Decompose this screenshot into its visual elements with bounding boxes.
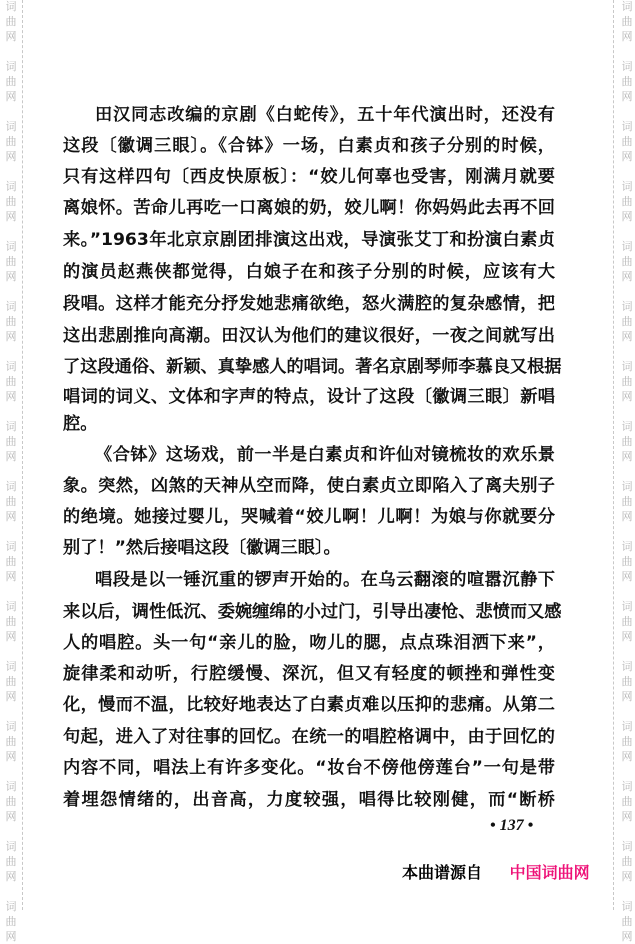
text-line: 唱段是以一锤沉重的锣声开始的。在乌云翻滚的喧嚣沉静下	[95, 570, 555, 590]
watermark-char: 网	[621, 150, 633, 163]
text-line: 来以后，调性低沉、委婉缠绵的小过门，引导出凄怆、悲愤而又感	[63, 602, 562, 622]
watermark-char: 网	[621, 510, 633, 523]
watermark-char: 词	[621, 660, 633, 673]
watermark-char: 词	[5, 600, 17, 613]
watermark-char: 网	[5, 510, 17, 523]
watermark-char: 词	[5, 0, 17, 13]
watermark-char: 网	[5, 930, 17, 943]
page-number: • 137 •	[490, 817, 534, 834]
watermark-char: 词	[621, 420, 633, 433]
watermark-char: 曲	[5, 255, 17, 268]
watermark-char: 网	[621, 330, 633, 343]
watermark-char: 词	[5, 720, 17, 733]
watermark-char: 网	[621, 210, 633, 223]
watermark-char: 曲	[621, 15, 633, 28]
watermark-char: 曲	[621, 675, 633, 688]
watermark-char: 网	[5, 30, 17, 43]
watermark-char: 网	[5, 330, 17, 343]
text-line: 这段〔徽调三眼〕。《合钵》一场，白素贞和孩子分别的时候，	[63, 136, 555, 156]
watermark-char: 网	[5, 750, 17, 763]
watermark-char: 曲	[5, 675, 17, 688]
text-line: 唱词的词义、文体和字声的特点，设计了这段〔徽调三眼〕新唱	[63, 387, 555, 407]
watermark-char: 网	[621, 750, 633, 763]
text-line: 了这段通俗、新颖、真挚感人的唱词。著名京剧琴师李慕良又根据	[63, 357, 562, 377]
watermark-char: 网	[5, 810, 17, 823]
watermark-char: 曲	[5, 855, 17, 868]
watermark-char: 曲	[5, 555, 17, 568]
left-margin-watermark	[0, 0, 23, 943]
watermark-char: 曲	[5, 375, 17, 388]
text-line: 句起，进入了对往事的回忆。在统一的唱腔格调中，由于回忆的	[63, 727, 555, 747]
text-line: 腔。	[63, 414, 98, 434]
site-name-link[interactable]: 中国词曲网	[509, 863, 590, 882]
text-line: 内容不同，唱法上有许多变化。“妆台不傍他傍莲台”一句是带	[63, 758, 555, 778]
watermark-char: 曲	[5, 195, 17, 208]
watermark-char: 曲	[621, 135, 633, 148]
watermark-char: 曲	[5, 315, 17, 328]
watermark-char: 网	[621, 270, 633, 283]
text-line: 化，慢而不温，比较好地表达了白素贞难以压抑的悲痛。从第二	[63, 695, 555, 715]
watermark-char: 网	[5, 570, 17, 583]
watermark-char: 曲	[5, 795, 17, 808]
watermark-char: 词	[5, 900, 17, 913]
watermark-char: 词	[5, 780, 17, 793]
watermark-char: 曲	[5, 15, 17, 28]
watermark-char: 词	[5, 240, 17, 253]
watermark-char: 网	[621, 810, 633, 823]
watermark-char: 词	[5, 540, 17, 553]
watermark-char: 词	[621, 900, 633, 913]
watermark-char: 词	[5, 300, 17, 313]
watermark-char: 曲	[621, 855, 633, 868]
watermark-char: 曲	[621, 195, 633, 208]
watermark-char: 词	[5, 480, 17, 493]
watermark-char: 曲	[5, 735, 17, 748]
watermark-char: 词	[5, 120, 17, 133]
watermark-char: 网	[5, 690, 17, 703]
watermark-char: 曲	[5, 75, 17, 88]
watermark-char: 词	[5, 60, 17, 73]
watermark-char: 词	[621, 840, 633, 853]
watermark-char: 网	[5, 390, 17, 403]
watermark-char: 词	[621, 300, 633, 313]
watermark-char: 网	[5, 210, 17, 223]
text-line: 的绝境。她接过婴儿，哭喊着“姣儿啊！儿啊！为娘与你就要分	[63, 507, 555, 527]
text-line: 《合钵》这场戏，前一半是白素贞和许仙对镜梳妆的欢乐景	[95, 445, 555, 465]
text-line: 旋律柔和动听，行腔缓慢、深沉，但又有轻度的顿挫和弹性变	[63, 664, 555, 684]
watermark-char: 词	[621, 540, 633, 553]
watermark-char: 网	[621, 570, 633, 583]
watermark-char: 词	[621, 60, 633, 73]
text-line: 来。”1963年北京京剧团排演这出戏，导演张艾丁和扮演白素贞	[63, 230, 555, 250]
watermark-char: 网	[5, 450, 17, 463]
watermark-char: 网	[621, 90, 633, 103]
watermark-char: 曲	[5, 615, 17, 628]
text-line: 田汉同志改编的京剧《白蛇传》，五十年代演出时，还没有	[95, 105, 555, 125]
watermark-char: 网	[621, 390, 633, 403]
text-line: 这出悲剧推向高潮。田汉认为他们的建议很好，一夜之间就写出	[63, 326, 555, 346]
watermark-char: 词	[621, 360, 633, 373]
watermark-char: 曲	[5, 435, 17, 448]
watermark-char: 网	[5, 270, 17, 283]
watermark-char: 词	[621, 600, 633, 613]
watermark-char: 网	[621, 630, 633, 643]
watermark-char: 网	[5, 90, 17, 103]
text-line: 人的唱腔。头一句“亲儿的脸，吻儿的腮，点点珠泪洒下来”，	[63, 633, 555, 653]
watermark-char: 词	[621, 240, 633, 253]
watermark-char: 曲	[621, 495, 633, 508]
watermark-char: 网	[621, 930, 633, 943]
watermark-char: 曲	[621, 915, 633, 928]
watermark-char: 曲	[621, 735, 633, 748]
watermark-char: 曲	[621, 315, 633, 328]
watermark-char: 网	[621, 690, 633, 703]
watermark-char: 网	[5, 150, 17, 163]
watermark-char: 曲	[5, 495, 17, 508]
watermark-char: 曲	[621, 435, 633, 448]
watermark-char: 网	[5, 870, 17, 883]
watermark-char: 曲	[621, 75, 633, 88]
watermark-char: 词	[621, 480, 633, 493]
source-footer	[402, 860, 590, 883]
watermark-char: 词	[5, 420, 17, 433]
watermark-char: 词	[621, 120, 633, 133]
watermark-char: 曲	[621, 615, 633, 628]
text-line: 离娘怀。苦命儿再吃一口离娘的奶，姣儿啊！你妈妈此去再不回	[63, 198, 555, 218]
watermark-char: 词	[621, 780, 633, 793]
watermark-char: 曲	[621, 255, 633, 268]
watermark-char: 词	[5, 840, 17, 853]
watermark-char: 词	[5, 360, 17, 373]
watermark-char: 词	[621, 720, 633, 733]
watermark-char: 词	[621, 0, 633, 13]
watermark-char: 词	[621, 180, 633, 193]
watermark-char: 词	[5, 660, 17, 673]
text-line: 只有这样四句〔西皮快原板〕：“姣儿何辜也受害，刚满月就要	[63, 167, 555, 187]
watermark-char: 词	[5, 180, 17, 193]
watermark-char: 网	[5, 630, 17, 643]
text-line: 别了！”然后接唱这段〔徽调三眼〕。	[63, 538, 341, 558]
text-line: 段唱。这样才能充分抒发她悲痛欲绝，怒火满腔的复杂感情，把	[63, 294, 555, 314]
watermark-char: 曲	[621, 555, 633, 568]
watermark-char: 网	[621, 450, 633, 463]
text-line: 着埋怨情绪的，出音高，力度较强，唱得比较刚健，而“断桥	[63, 790, 555, 810]
watermark-char: 曲	[5, 135, 17, 148]
text-line: 的演员赵燕侠都觉得，白娘子在和孩子分别的时候，应该有大	[63, 262, 555, 282]
watermark-char: 曲	[621, 795, 633, 808]
watermark-char: 曲	[5, 915, 17, 928]
source-label: 本曲谱源自	[402, 863, 483, 882]
watermark-char: 曲	[621, 375, 633, 388]
watermark-char: 网	[621, 870, 633, 883]
watermark-char: 网	[621, 30, 633, 43]
text-line: 象。突然，凶煞的天神从空而降，使白素贞立即陷入了离夫别子	[63, 476, 555, 496]
right-margin-watermark	[613, 0, 635, 943]
